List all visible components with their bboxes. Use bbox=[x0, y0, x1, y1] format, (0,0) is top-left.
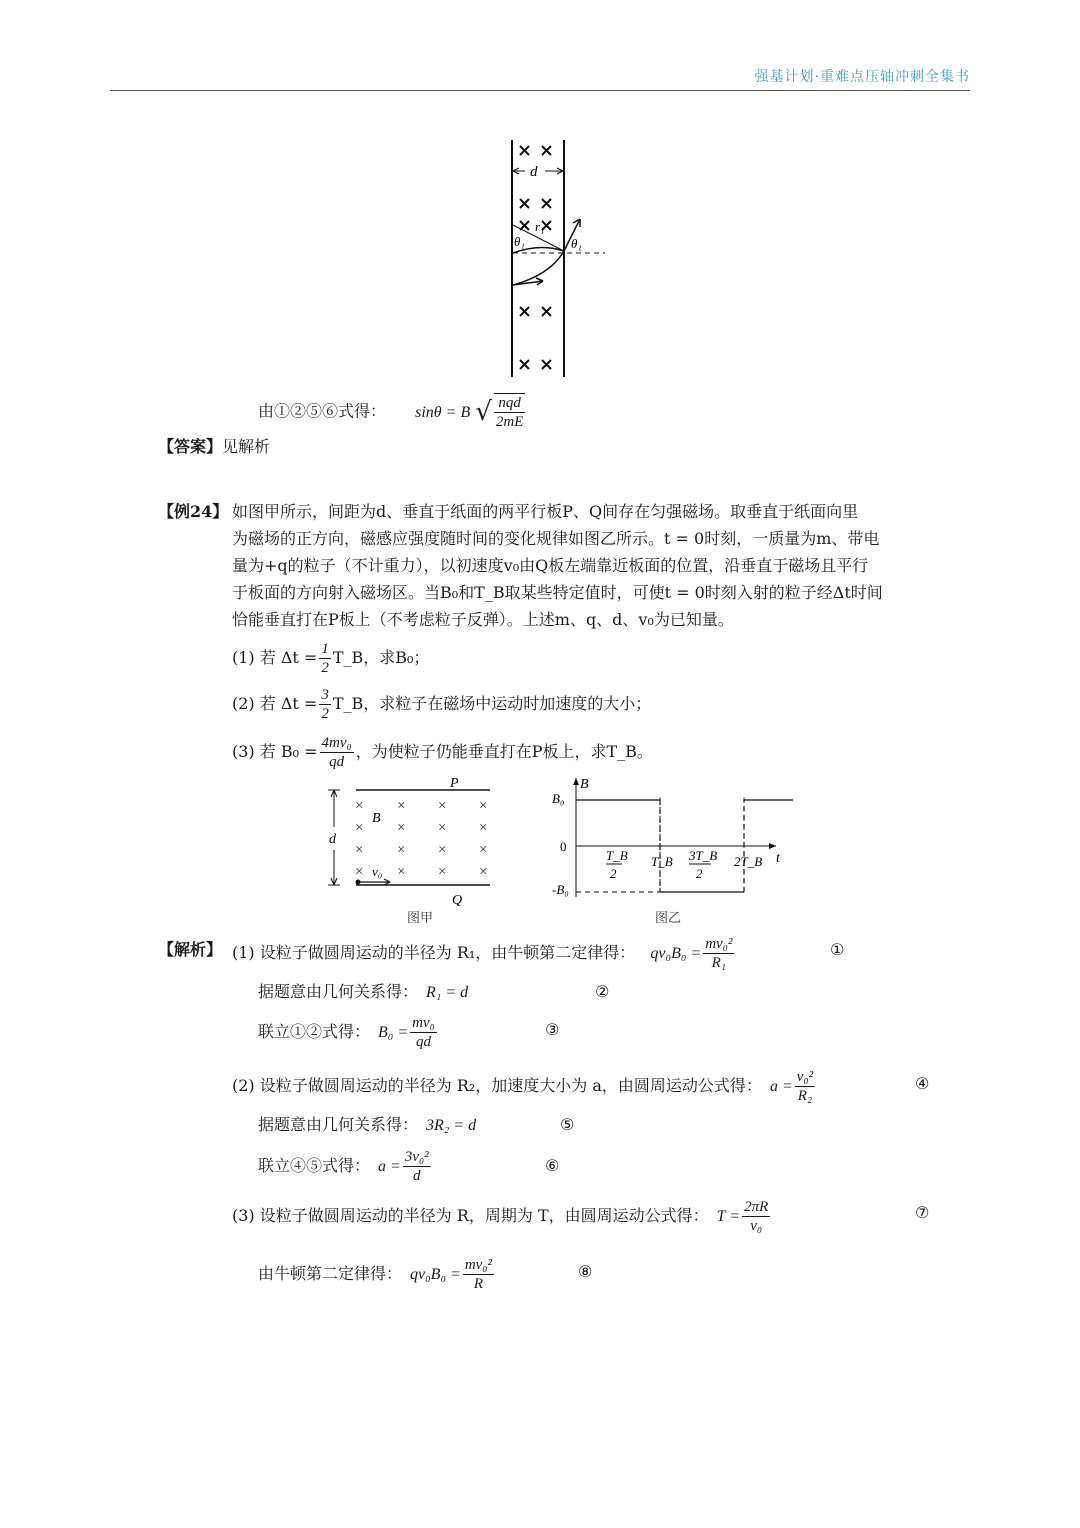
eq-no-5: ⑤ bbox=[560, 1115, 575, 1134]
svg-text:2: 2 bbox=[610, 866, 617, 881]
page-header bbox=[110, 66, 970, 91]
question-2: (2) 若 Δt = $\frac{3}{2}$ T_B，求粒子在磁场中运动时加速度的大小； bbox=[232, 687, 652, 722]
svg-text:3T_B: 3T_B bbox=[689, 848, 718, 863]
answer-text: 见解析 bbox=[222, 437, 271, 456]
top-figure bbox=[495, 135, 615, 380]
figure-jia bbox=[320, 772, 505, 932]
sol-3a: (3) 设粒子做圆周运动的半径为 R，周期为 T，由圆周运动公式得： T = $\frac{2\pi R}{\text{v₀}}$ bbox=[232, 1199, 769, 1234]
sol-2a: (2) 设粒子做圆周运动的半径为 R₂，加速度大小为 a，由圆周运动公式得： a = $\frac{\text{v₀²}}{\text{R₂}}$ bbox=[232, 1069, 814, 1104]
theta-left-label: θ₁ bbox=[514, 234, 525, 249]
svg-text:×: × bbox=[479, 842, 488, 858]
eq-no-1: ① bbox=[830, 940, 845, 959]
eq-no-6: ⑥ bbox=[545, 1156, 560, 1175]
label-Q: Q bbox=[452, 893, 463, 908]
svg-text:×: × bbox=[438, 820, 447, 836]
svg-text:×: × bbox=[397, 864, 406, 880]
eq-no-2: ② bbox=[595, 982, 610, 1001]
question-1: (1) 若 Δt = $\frac{1}{2}$ T_B，求B₀； bbox=[232, 641, 430, 676]
svg-text:×: × bbox=[397, 798, 406, 814]
svg-text:×: × bbox=[355, 842, 364, 858]
question-3: (3) 若 B₀ = $\frac{\text{4mv₀}}{qd}$ ，为使粒子仍能垂直打在P板上，求T_B。 bbox=[232, 735, 653, 770]
example-line-4: 于板面的方向射入磁场区。当B₀和T_B取某些特定值时，可使t = 0时刻入射的粒子经Δt时间 bbox=[232, 583, 883, 602]
header-title: 强基计划·重难点压轴冲刺全集书 bbox=[754, 69, 970, 85]
svg-text:2: 2 bbox=[696, 866, 703, 881]
b0-label: B₀ bbox=[552, 791, 565, 806]
sol-1b: 据题意由几何关系得： R₁ = d bbox=[258, 982, 469, 1001]
yi-guides bbox=[576, 798, 793, 892]
example-line-5: 恰能垂直打在P板上（不考虑粒子反弹）。上述m、q、d、v₀为已知量。 bbox=[232, 610, 734, 629]
t-axis-label: t bbox=[776, 851, 780, 866]
sqrt-fraction: $\frac{\text{nqd}}{2mE}$ bbox=[495, 395, 524, 430]
example-tag: 【例24】 bbox=[158, 502, 229, 521]
sin-lhs: sinθ = B bbox=[415, 403, 471, 421]
negb0-label: -B₀ bbox=[552, 882, 569, 897]
label-B: B bbox=[372, 811, 381, 826]
radius-label: r₁ bbox=[535, 219, 545, 234]
svg-text:×: × bbox=[397, 842, 406, 858]
example-line-2: 为磁场的正方向，磁感应强度随时间的变化规律如图乙所示。t = 0时刻，一质量为m、带电 bbox=[232, 529, 880, 548]
svg-text:×: × bbox=[479, 864, 488, 880]
b-axis-label: B bbox=[580, 777, 589, 792]
sol-3b: 由牛顿第二定律得： qv₀B₀ = $\frac{\text{mv₀²}}{R}$ bbox=[258, 1257, 493, 1292]
sqrt-symbol: √ bbox=[475, 397, 492, 427]
figure-yi bbox=[548, 772, 793, 932]
svg-text:×: × bbox=[355, 864, 364, 880]
svg-text:×: × bbox=[397, 820, 406, 836]
sol-1c: 联立①②式得： B₀ = $\frac{\text{mv₀}}{qd}$ bbox=[258, 1015, 435, 1050]
eq-no-3: ③ bbox=[545, 1020, 560, 1039]
svg-text:T_B: T_B bbox=[606, 848, 628, 863]
width-dimension bbox=[513, 168, 563, 174]
sol-2b: 据题意由几何关系得： 3R₂ = d bbox=[258, 1115, 477, 1134]
example-line-3: 量为+q的粒子（不计重力），以初速度v₀由Q板左端靠近板面的位置，沿垂直于磁场且平行 bbox=[232, 556, 869, 575]
svg-text:×: × bbox=[479, 798, 488, 814]
lower-arc bbox=[513, 251, 564, 285]
caption-yi: 图乙 bbox=[655, 911, 682, 926]
svg-text:×: × bbox=[438, 864, 447, 880]
zero-label: 0 bbox=[560, 839, 567, 854]
svg-text:×: × bbox=[479, 820, 488, 836]
sol-2c: 联立④⑤式得： a = $\frac{\text{3v₀²}}{d}$ bbox=[258, 1149, 429, 1184]
caption-jia: 图甲 bbox=[407, 911, 434, 926]
prev-derivation bbox=[258, 393, 527, 431]
svg-text:×: × bbox=[438, 842, 447, 858]
eq-no-7: ⑦ bbox=[915, 1203, 930, 1222]
tick-label-2: T_B bbox=[651, 854, 673, 869]
tick-label-3 bbox=[688, 848, 717, 881]
eq-no-8: ⑧ bbox=[578, 1262, 593, 1281]
svg-text:×: × bbox=[355, 820, 364, 836]
label-d: d bbox=[329, 832, 336, 847]
example-line-1: 如图甲所示，间距为d、垂直于纸面的两平行板P、Q间存在匀强磁场。取垂直于纸面向里 bbox=[232, 502, 859, 521]
width-label: d bbox=[530, 164, 538, 180]
sol-1a: (1) 设粒子做圆周运动的半径为 R₁，由牛顿第二定律得： qv₀B₀ = $\frac{\text{mv₀²}}{\text{R₁}}$ bbox=[232, 936, 733, 971]
svg-text:×: × bbox=[355, 798, 364, 814]
label-P: P bbox=[450, 776, 459, 791]
theta-right-label: θ₁ bbox=[571, 236, 582, 251]
derive-label: 由①②⑤⑥式得： bbox=[258, 401, 387, 421]
answer-tag: 【答案】 bbox=[158, 437, 223, 456]
tick-label-1 bbox=[606, 848, 628, 881]
label-v0: v₀ bbox=[372, 864, 383, 879]
b-axis-arrow bbox=[573, 778, 579, 785]
svg-text:×: × bbox=[438, 798, 447, 814]
prev-answer bbox=[158, 432, 270, 462]
tick-label-4: 2T_B bbox=[734, 854, 763, 869]
solution-tag: 【解析】 bbox=[158, 940, 223, 959]
eq-no-4: ④ bbox=[915, 1074, 930, 1093]
t-axis-arrow bbox=[769, 843, 776, 849]
